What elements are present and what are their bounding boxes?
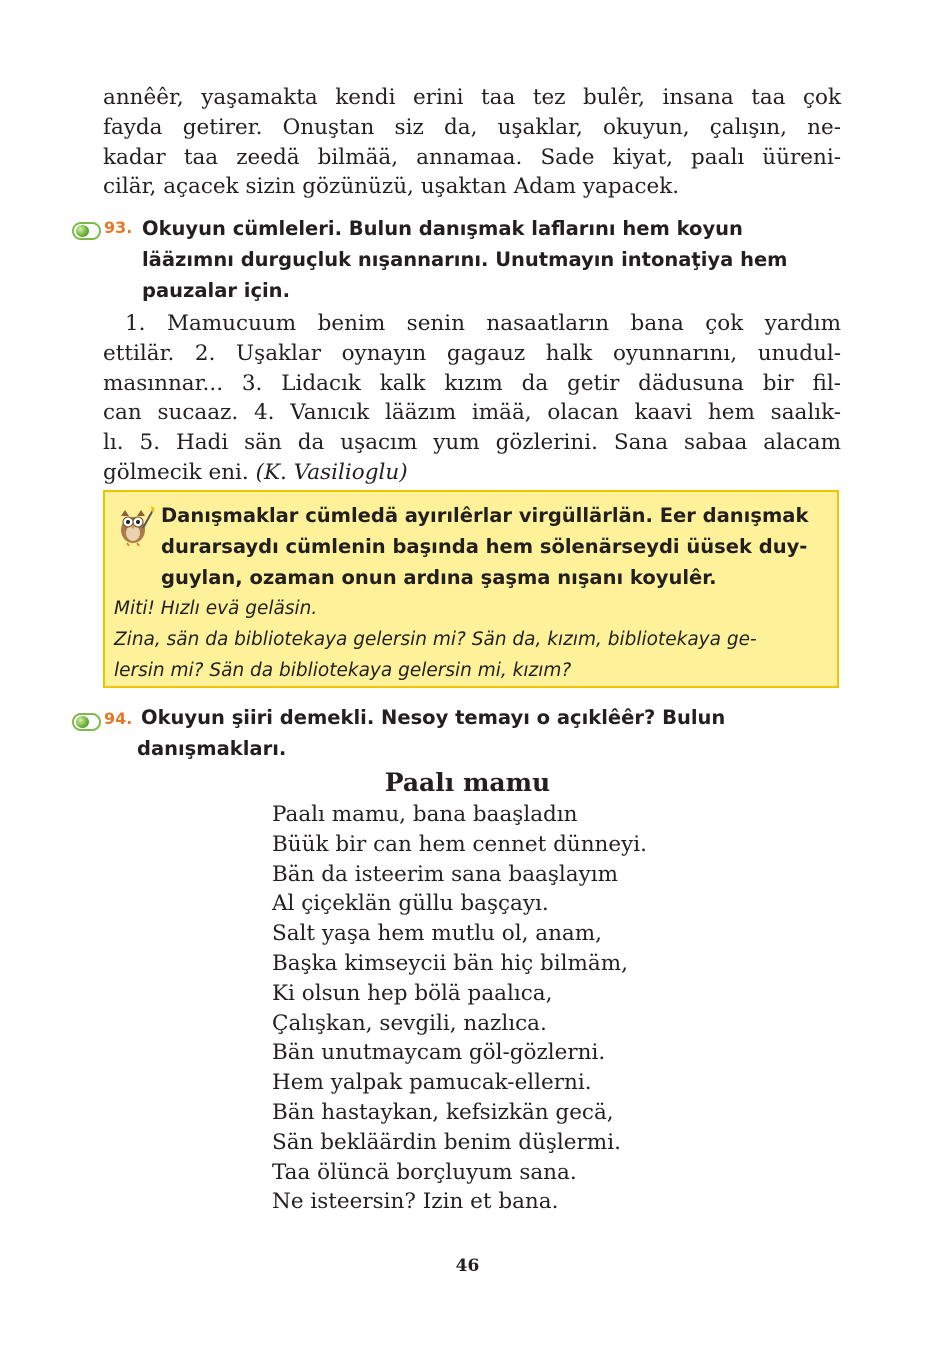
poem-line: Bän unutmaycam göl-gözlerni. xyxy=(272,1040,606,1066)
poem-line: Çalışkan, sevgili, nazlıca. xyxy=(272,1010,547,1036)
text-fragment: gölmecik eni. xyxy=(103,459,249,485)
text-line: annêêr, yaşamakta kendi erini taa tez bulêr, insana taa çok xyxy=(103,85,841,110)
example-line: Zina, sän da bibliotekaya gelersin mi? Sän da, kızım, bibliotekaya ge- xyxy=(114,629,757,650)
poem-line: Taa ölüncä borçluyum sana. xyxy=(272,1159,577,1185)
rule-text xyxy=(161,500,833,593)
task-93-text xyxy=(103,309,841,488)
page-number: 46 xyxy=(455,1256,480,1276)
task-instruction xyxy=(137,702,841,764)
poem-line: Salt yaşa hem mutlu ol, anam, xyxy=(272,921,602,947)
rule-line: Danışmaklar cümledä ayırılêrlar virgüllärlän. Eer danışmak xyxy=(161,504,809,527)
poem-line: Başka kimseycii bän hiç bilmäm, xyxy=(272,950,628,976)
intro-paragraph xyxy=(103,83,841,202)
poem-line: Ki olsun hep bölä paalıca, xyxy=(272,980,553,1006)
task-instruction xyxy=(142,213,842,306)
poem-line: Hem yalpak pamucak-ellerni. xyxy=(272,1070,592,1096)
poem-line: Ne isteersin? Izin et bana. xyxy=(272,1189,559,1215)
text-line: 1. Mamucuum benim senin nasaatların bana çok yardım xyxy=(125,311,841,336)
poem-line: Paalı mamu, bana baaşladın xyxy=(272,802,578,827)
example-line: lersin mi? Sän da bibliotekaya gelersin mi, kızım? xyxy=(114,660,572,681)
task-bullet-icon xyxy=(72,713,101,731)
owl-icon xyxy=(115,502,155,546)
rule-line: guylan, ozaman onun ardına şaşma nışanı koyulêr. xyxy=(161,566,717,589)
task-number: 93. xyxy=(104,218,133,237)
rule-line: durarsaydı cümlenin başında hem sölenärseydi üüsek duy- xyxy=(161,535,808,558)
poem-line: Bän da isteerim sana baaşlayım xyxy=(272,861,618,887)
instruction-line: lääzımnı durguçluk nışannarını. Unutmayın intonaţiya hem xyxy=(142,248,788,271)
instruction-line: Okuyun şiiri demekli. Nesoy temayı o açıklêêr? Bulun xyxy=(141,706,726,729)
task-bullet-icon xyxy=(72,222,101,240)
rule-examples xyxy=(114,593,834,686)
instruction-line: danışmakları. xyxy=(137,737,287,760)
poem-line: Bän hastaykan, kefsizkän gecä, xyxy=(272,1099,614,1125)
rule-note-box xyxy=(103,490,839,688)
text-line: kadar taa zeedä bilmää, annamaa. Sade kiyat, paalı üüreni- xyxy=(103,144,841,170)
text-line xyxy=(103,458,841,488)
text-line: ettilär. 2. Uşaklar oynayın gagauz halk oyunnarını, unudul- xyxy=(103,340,841,366)
author-attribution: (K. Vasilioglu) xyxy=(255,459,408,485)
text-line: cilär, açacek sizin gözünüzü, uşaktan Adam yapacek. xyxy=(103,174,680,200)
text-line: masınnar... 3. Lidacık kalk kızım da getir dädusuna bir fil- xyxy=(103,370,841,396)
example-line: Miti! Hızlı evä geläsin. xyxy=(114,598,318,619)
poem-title: Paalı mamu xyxy=(384,768,551,797)
instruction-line: pauzalar için. xyxy=(142,279,290,302)
instruction-line: Okuyun cümleleri. Bulun danışmak laflarını hem koyun xyxy=(142,217,743,240)
poem-line: Büük bir can hem cennet dünneyi. xyxy=(272,831,647,857)
text-line: lı. 5. Hadi sän da uşacım yum gözlerini. Sana sabaa alacam xyxy=(103,430,841,456)
task-number: 94. xyxy=(104,709,133,728)
poem-body xyxy=(272,800,647,1217)
poem-line: Sän bekläärdin benim düşlermi. xyxy=(272,1129,621,1155)
text-line: fayda getirer. Onuştan siz da, uşaklar, okuyun, çalışın, ne- xyxy=(103,114,841,140)
text-line: can sucaaz. 4. Vanıcık lääzım imää, olacan kaavi hem saalık- xyxy=(103,400,841,426)
poem-line: Al çiçeklän güllu başçayı. xyxy=(272,891,549,917)
